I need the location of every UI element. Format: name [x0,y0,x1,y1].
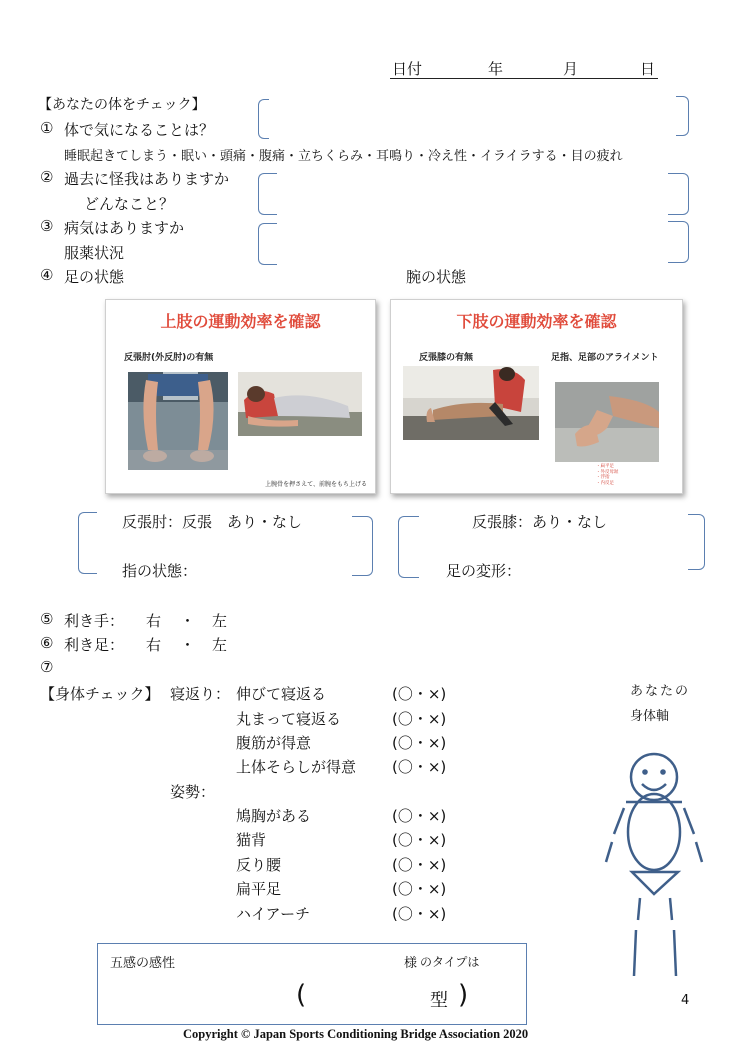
q1-number: ① [40,119,54,137]
foot-status: 足の変形： [446,562,522,580]
posture-mark: (〇・×) [392,880,447,898]
q4-number: ④ [40,266,54,284]
roll-item: 上体そらしが得意 [236,758,357,776]
posture-mark: (〇・×) [392,831,447,849]
q2-text: 過去に怪我はありますか [64,170,230,188]
posture-item: 扁平足 [236,880,282,898]
five-senses-box [97,943,527,1025]
upper-card-caption: 上腕骨を押さえて、前腕をもち上げる [265,481,367,488]
q3-number: ③ [40,217,54,235]
year-label: 年 [488,60,504,78]
lower-card-title: 下肢の運動効率を確認 [456,312,617,331]
check-heading: 【あなたの体をチェック】 [38,97,206,113]
roll-item: 伸びて寝返る [236,685,327,703]
foot-note: ・外反母趾 [596,469,619,475]
roll-label: 寝返り： [170,685,231,703]
posture-mark: (〇・×) [392,905,447,923]
arm-status-bracket-left [78,512,97,574]
hand-left: 左 [212,612,228,630]
q1-bracket-right [676,96,689,136]
foot-dot: ・ [180,636,196,654]
foot-note: ・浮指 [596,475,610,480]
upper-card-subtitle: 反張肘(外反肘)の有無 [124,353,214,363]
posture-item: 反り腰 [236,856,282,874]
leg-status-bracket-right [688,514,705,570]
roll-mark: (〇・×) [392,758,447,776]
senses-type-suffix: のタイプは [420,955,480,969]
knee-status: 反張膝：あり・なし [472,513,608,531]
date-underline [390,78,658,79]
body-axis-figure [596,750,716,982]
body-check-label: 【身体チェック】 [40,685,160,703]
q2-bracket-left [258,173,277,215]
q3-sub: 服薬状況 [64,244,125,262]
q1-options: 睡眠起きてしまう・眠い・頭痛・腹痛・立ちくらみ・耳鳴り・冷え性・イライラする・目の疲れ [64,149,623,164]
foot-label: 利き足： [64,636,125,654]
foot-note: ・内反足 [596,480,614,486]
posture-item: 猫背 [236,831,267,849]
hand-number: ⑤ [40,610,54,628]
q7-number: ⑦ [40,658,54,676]
month-label: 月 [563,60,579,78]
body-axis-line2: 身体軸 [630,709,670,724]
foot-photo [555,382,659,462]
foot-notes [596,464,619,486]
roll-mark: (〇・×) [392,685,447,703]
date-label: 日付 [392,60,423,78]
foot-number: ⑥ [40,634,54,652]
q4-text-arm: 腕の状態 [406,268,467,286]
q1-bracket-left [258,99,269,139]
hand-dot: ・ [180,612,196,630]
posture-item: ハイアーチ [236,905,311,923]
senses-type-prefix: 様 [404,956,418,971]
hand-label: 利き手： [64,612,125,630]
elbow-photo-lying [238,372,362,436]
q2-bracket-right [668,173,689,215]
posture-mark: (〇・×) [392,856,447,874]
roll-mark: (〇・×) [392,710,447,728]
foot-left: 左 [212,636,228,654]
finger-status: 指の状態： [122,562,198,580]
knee-photo [403,366,539,440]
posture-item: 鳩胸がある [236,807,312,825]
q3-text: 病気はありますか [64,219,185,237]
page-number: 4 [681,993,690,1008]
q3-bracket-left [258,223,277,265]
arm-status-bracket-right [352,516,373,576]
leg-status-bracket-left [398,516,419,578]
roll-mark: (〇・×) [392,734,447,752]
elbow-photo-standing [128,372,228,470]
lower-card-subtitle-2: 足指、足部のアライメント [551,353,659,363]
posture-label: 姿勢： [170,783,216,801]
lower-limb-card [390,299,683,494]
body-axis-line1: あなたの [630,684,691,699]
elbow-status: 反張肘：反張 あり・なし [122,513,303,531]
q2-sub: どんなこと？ [84,195,175,213]
hand-right: 右 [146,612,162,630]
q2-number: ② [40,168,54,186]
senses-title: 五感の感性 [110,956,176,971]
senses-type-word: 型 [430,990,448,1011]
copyright: Copyright © Japan Sports Conditioning Bridge Association 2020 [183,1027,529,1041]
q4-text: 足の状態 [64,268,125,286]
senses-open-paren: ( [296,980,307,1010]
roll-item: 腹筋が得意 [236,734,312,752]
upper-limb-card [105,299,376,494]
roll-item: 丸まって寝返る [236,710,342,728]
foot-right: 右 [146,636,162,654]
posture-mark: (〇・×) [392,807,447,825]
day-label: 日 [640,60,656,78]
q1-text: 体で気になることは？ [64,121,215,139]
foot-note: ・扁平足 [596,464,614,469]
q3-bracket-right [668,221,689,263]
senses-close-paren: ) [458,980,469,1010]
upper-card-title: 上肢の運動効率を確認 [160,312,321,331]
lower-card-subtitle: 反張膝の有無 [419,353,474,363]
